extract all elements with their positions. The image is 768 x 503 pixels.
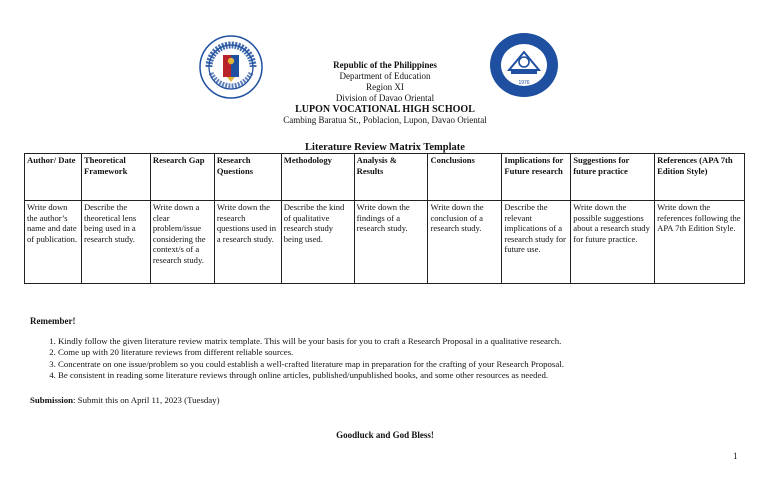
cell-theoretical-framework: Describe the theoretical lens being used in a research study. — [81, 201, 150, 284]
header-research-questions: Research Questions — [214, 154, 281, 201]
list-item: 2. Come up with 20 literature reviews from different reliable sources. — [58, 347, 748, 358]
list-item: 1. Kindly follow the given literature review matrix template. This will be your basis for you to craft a Research Proposal in a qualitative research. — [58, 336, 748, 347]
matrix-title: Literature Review Matrix Template — [305, 142, 465, 153]
submission-text: : Submit this on April 11, 2023 (Tuesday) — [73, 395, 220, 405]
school-address: Cambing Baratua St., Poblacion, Lupon, Davao Oriental — [283, 115, 487, 125]
header-conclusions: Conclusions — [428, 154, 502, 201]
school-name: LUPON VOCATIONAL HIGH SCHOOL — [295, 104, 475, 115]
header-author-date: Author/ Date — [25, 154, 82, 201]
department-line: Department of Education — [339, 71, 431, 81]
region-line: Region XI — [366, 82, 404, 92]
submission-note — [30, 395, 220, 405]
cell-suggestions: Write down the possible suggestions about a research study for future practice. — [571, 201, 655, 284]
cell-research-questions: Write down the research questions used in a research study. — [214, 201, 281, 284]
cell-methodology: Describe the kind of qualitative research study being used. — [281, 201, 354, 284]
header-suggestions: Suggestions for future practice — [571, 154, 655, 201]
cell-implications: Describe the relevant implications of a research study for future use. — [502, 201, 571, 284]
cell-references: Write down the references following the APA 7th Edition Style. — [655, 201, 745, 284]
svg-text:1976: 1976 — [518, 80, 530, 86]
matrix-header-row — [25, 154, 745, 201]
submission-label: Submission — [30, 395, 74, 405]
header-implications: Implications for Future research — [502, 154, 571, 201]
republic-line: Republic of the Philippines — [333, 60, 437, 70]
page-number: 1 — [733, 451, 738, 461]
header-methodology: Methodology — [281, 154, 354, 201]
header-theoretical-framework: Theoretical Framework — [81, 154, 150, 201]
header-references: References (APA 7th Edition Style) — [655, 154, 745, 201]
cell-analysis-results: Write down the findings of a research study. — [354, 201, 428, 284]
cell-author-date: Write down the author’s name and date of publication. — [25, 201, 82, 284]
division-line: Division of Davao Oriental — [335, 93, 435, 103]
header-research-gap: Research Gap — [150, 154, 214, 201]
letterhead — [210, 60, 560, 126]
cell-research-gap: Write down a clear problem/issue considering the context/s of a research study. — [150, 201, 214, 284]
literature-review-matrix — [24, 153, 745, 284]
header-analysis-results: Analysis & Results — [354, 154, 428, 201]
list-item: 4. Be consistent in reading some literature reviews through online articles, published/unpublished books, and some other resources as needed. — [58, 370, 748, 381]
closing-message: Goodluck and God Bless! — [336, 430, 434, 440]
matrix-instruction-row — [25, 201, 745, 284]
list-item: 3. Concentrate on one issue/problem so you could establish a well-crafted literature map in preparation for the crafting of your Research Proposal. — [58, 359, 748, 370]
cell-conclusions: Write down the conclusion of a research study. — [428, 201, 502, 284]
reminder-list — [22, 336, 748, 382]
remember-heading: Remember! — [30, 316, 76, 326]
